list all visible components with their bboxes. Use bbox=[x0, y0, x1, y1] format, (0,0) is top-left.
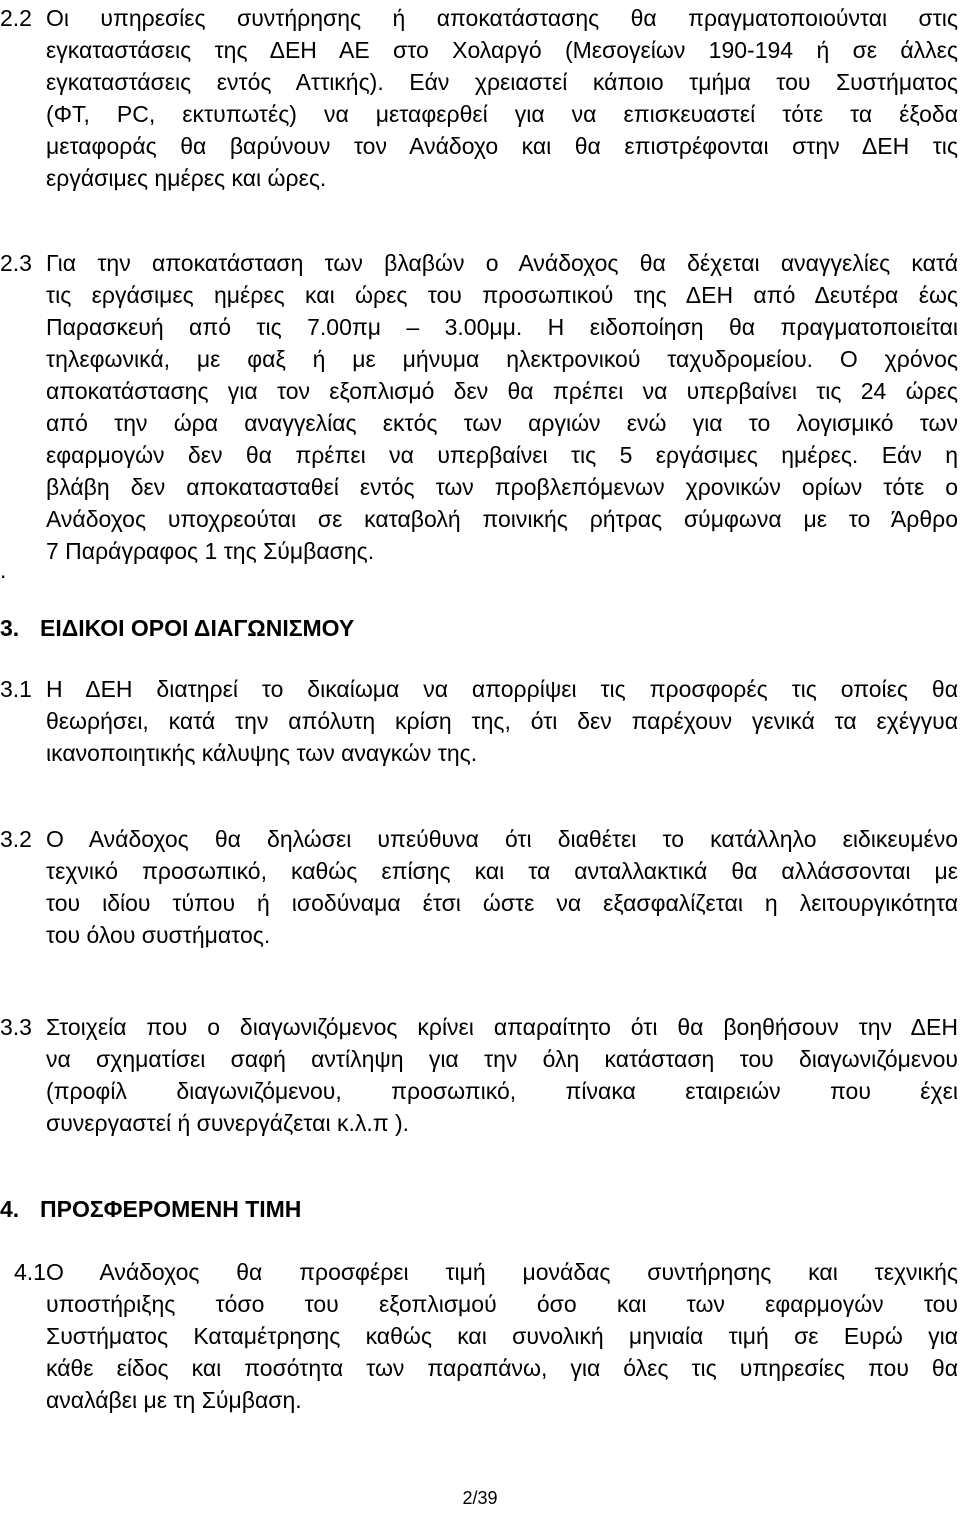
paragraph-line: θεωρήσει, κατά την απόλυτη κρίση της, ότι δεν παρέχουν γενικά τα εχέγγυα bbox=[46, 708, 958, 734]
paragraph-line: Οι υπηρεσίες συντήρησης ή αποκατάστασης θα πραγματοποιούνται στις bbox=[46, 5, 958, 31]
paragraph-3-2 bbox=[0, 823, 958, 951]
paragraph-line: τηλεφωνικά, με φαξ ή με μήνυμα ηλεκτρονικού ταχυδρομείου. Ο χρόνος bbox=[46, 346, 958, 372]
paragraph-number: 3.1 bbox=[0, 676, 32, 702]
paragraph-line: να σχηματίσει σαφή αντίληψη για την όλη κατάσταση του διαγωνιζόμενου bbox=[46, 1046, 958, 1072]
page-number: 2/39 bbox=[462, 1488, 498, 1508]
paragraph-line: εγκαταστάσεις εντός Αττικής). Εάν χρειαστεί κάποιο τμήμα του Συστήματος bbox=[46, 69, 958, 95]
paragraph-3-1 bbox=[0, 673, 958, 769]
paragraph-line: τις εργάσιμες ημέρες και ώρες του προσωπικού της ΔΕΗ από Δευτέρα έως bbox=[46, 282, 958, 308]
paragraph-line: Συστήματος Καταμέτρησης καθώς και συνολική μηνιαία τιμή σε Ευρώ για bbox=[46, 1323, 958, 1349]
paragraph-line: Για την αποκατάσταση των βλαβών ο Ανάδοχος θα δέχεται αναγγελίες κατά bbox=[46, 250, 958, 276]
paragraph-line: εγκαταστάσεις της ΔΕΗ ΑΕ στο Χολαργό (Μεσογείων 190-194 ή σε άλλες bbox=[46, 37, 958, 63]
paragraph-number: 2.2 bbox=[0, 5, 32, 31]
section-title: ΠΡΟΣΦΕΡΟΜΕΝΗ ΤΙΜΗ bbox=[40, 1196, 302, 1222]
section-number: 3. bbox=[0, 615, 20, 641]
section-title: ΕΙΔΙΚΟΙ ΟΡΟΙ ΔΙΑΓΩΝΙΣΜΟΥ bbox=[40, 615, 355, 641]
paragraph-line: Στοιχεία που ο διαγωνιζόμενος κρίνει απαραίτητο ότι θα βοηθήσουν την ΔΕΗ bbox=[46, 1014, 958, 1040]
paragraph-line: κάθε είδος και ποσότητα των παραπάνω, για όλες τις υπηρεσίες που θα bbox=[46, 1355, 958, 1381]
paragraph-line: Ο Ανάδοχος θα προσφέρει τιμή μονάδας συντήρησης και τεχνικής bbox=[46, 1259, 958, 1285]
paragraph-line: αναλάβει με τη Σύμβαση. bbox=[46, 1387, 302, 1413]
paragraph-number: 4.1 bbox=[14, 1259, 46, 1285]
paragraph-line: ικανοποιητικής κάλυψης των αναγκών της. bbox=[46, 740, 478, 766]
paragraph-line: Ανάδοχος υποχρεούται σε καταβολή ποινικής ρήτρας σύμφωνα με το Άρθρο bbox=[46, 506, 958, 532]
section-heading-4 bbox=[0, 1193, 301, 1225]
paragraph-line: εργάσιμες ημέρες και ώρες. bbox=[46, 165, 327, 191]
paragraph-line: βλάβη δεν αποκατασταθεί εντός των προβλεπόμενων χρονικών ορίων τότε ο bbox=[46, 474, 958, 500]
paragraph-line: (ΦΤ, PC, εκτυπωτές) να μεταφερθεί για να επισκευαστεί τότε τα έξοδα bbox=[46, 101, 958, 127]
paragraph-line: 7 Παράγραφος 1 της Σύμβασης. bbox=[46, 538, 375, 564]
paragraph-number: 3.3 bbox=[0, 1014, 32, 1040]
paragraph-line: Παρασκευή από τις 7.00πμ – 3.00μμ. Η ειδοποίηση θα πραγματοποιείται bbox=[46, 314, 958, 340]
paragraph-line: Η ΔΕΗ διατηρεί το δικαίωμα να απορρίψει τις προσφορές τις οποίες θα bbox=[46, 676, 958, 702]
section-heading-3 bbox=[0, 612, 354, 644]
paragraph-line: μεταφοράς θα βαρύνουν τον Ανάδοχο και θα επιστρέφονται στην ΔΕΗ τις bbox=[46, 133, 958, 159]
paragraph-2-3 bbox=[0, 247, 958, 567]
paragraph-line: (προφίλ διαγωνιζόμενου, προσωπικό, πίνακα εταιρειών που έχει bbox=[46, 1078, 958, 1104]
stray-period: . bbox=[0, 557, 7, 583]
paragraph-number: 2.3 bbox=[0, 250, 32, 276]
paragraph-line: από την ώρα αναγγελίας εκτός των αργιών ενώ για το λογισμικό των bbox=[46, 410, 958, 436]
paragraph-2-2 bbox=[0, 2, 958, 194]
paragraph-4-1 bbox=[0, 1256, 958, 1416]
paragraph-line: Ο Ανάδοχος θα δηλώσει υπεύθυνα ότι διαθέτει το κατάλληλο ειδικευμένο bbox=[46, 826, 958, 852]
paragraph-3-3 bbox=[0, 1011, 958, 1139]
paragraph-line: τεχνικό προσωπικό, καθώς επίσης και τα ανταλλακτικά θα αλλάσσονται με bbox=[46, 858, 958, 884]
paragraph-line: υποστήριξης τόσο του εξοπλισμού όσο και των εφαρμογών του bbox=[46, 1291, 958, 1317]
paragraph-line: του όλου συστήματος. bbox=[46, 922, 271, 948]
paragraph-line: εφαρμογών δεν θα πρέπει να υπερβαίνει τις 5 εργάσιμες ημέρες. Εάν η bbox=[46, 442, 958, 468]
paragraph-line: αποκατάστασης για τον εξοπλισμό δεν θα πρέπει να υπερβαίνει τις 24 ώρες bbox=[46, 378, 958, 404]
paragraph-number: 3.2 bbox=[0, 826, 32, 852]
paragraph-line: του ιδίου τύπου ή ισοδύναμα έτσι ώστε να εξασφαλίζεται η λειτουργικότητα bbox=[46, 890, 958, 916]
section-number: 4. bbox=[0, 1196, 20, 1222]
paragraph-line: συνεργαστεί ή συνεργάζεται κ.λ.π ). bbox=[46, 1110, 410, 1136]
